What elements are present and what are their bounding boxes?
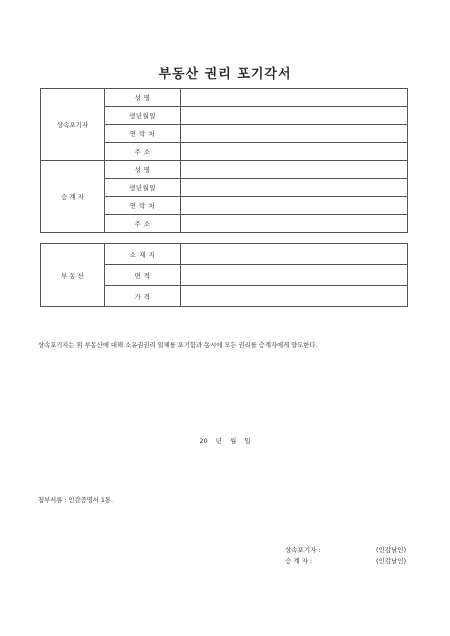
people-table [40, 88, 408, 233]
table-row [41, 244, 408, 265]
field-label-name: 성 명 [105, 89, 181, 107]
property-price-input[interactable] [181, 286, 408, 307]
field-label-birthdate: 생년월일 [105, 179, 181, 197]
field-label-area: 면 적 [105, 265, 181, 286]
group-label-successor: 승 계 자 [41, 161, 105, 233]
property-location-input[interactable] [181, 244, 408, 265]
seal-placeholder: (인감날인) [376, 557, 407, 565]
heir-contact-input[interactable] [181, 125, 408, 143]
successor-address-input[interactable] [181, 215, 408, 233]
successor-birthdate-input[interactable] [181, 179, 408, 197]
heir-birthdate-input[interactable] [181, 107, 408, 125]
field-label-address: 주 소 [105, 143, 181, 161]
field-label-contact: 연 락 처 [105, 125, 181, 143]
signature-role: 승 계 자 : [285, 557, 313, 565]
waiver-statement: 상속포기자는 위 부동산에 대해 소유권권리 일체를 포기함과 동시에 모든 권리를 승계자에게 양도한다. [38, 342, 318, 349]
property-area-input[interactable] [181, 265, 408, 286]
field-label-name: 성 명 [105, 161, 181, 179]
table-row [41, 161, 408, 179]
seal-placeholder: (인감날인) [376, 546, 407, 554]
heir-address-input[interactable] [181, 143, 408, 161]
property-table [40, 243, 408, 307]
group-label-heir: 상속포기자 [41, 89, 105, 161]
field-label-location: 소 재 지 [105, 244, 181, 265]
signature-role: 상속포기자 : [285, 546, 321, 554]
heir-name-input[interactable] [181, 89, 408, 107]
table-row [41, 89, 408, 107]
field-label-birthdate: 생년월일 [105, 107, 181, 125]
field-label-price: 가 격 [105, 286, 181, 307]
successor-contact-input[interactable] [181, 197, 408, 215]
date-line: 20 년 월 일 [199, 437, 251, 445]
document-title: 부동산 권리 포기각서 [158, 67, 292, 82]
successor-name-input[interactable] [181, 161, 408, 179]
group-label-property: 부 동 산 [41, 244, 105, 307]
attachments-note: 첨부서류 : 인감증명서 1통. [38, 497, 113, 504]
field-label-contact: 연 락 처 [105, 197, 181, 215]
field-label-address: 주 소 [105, 215, 181, 233]
